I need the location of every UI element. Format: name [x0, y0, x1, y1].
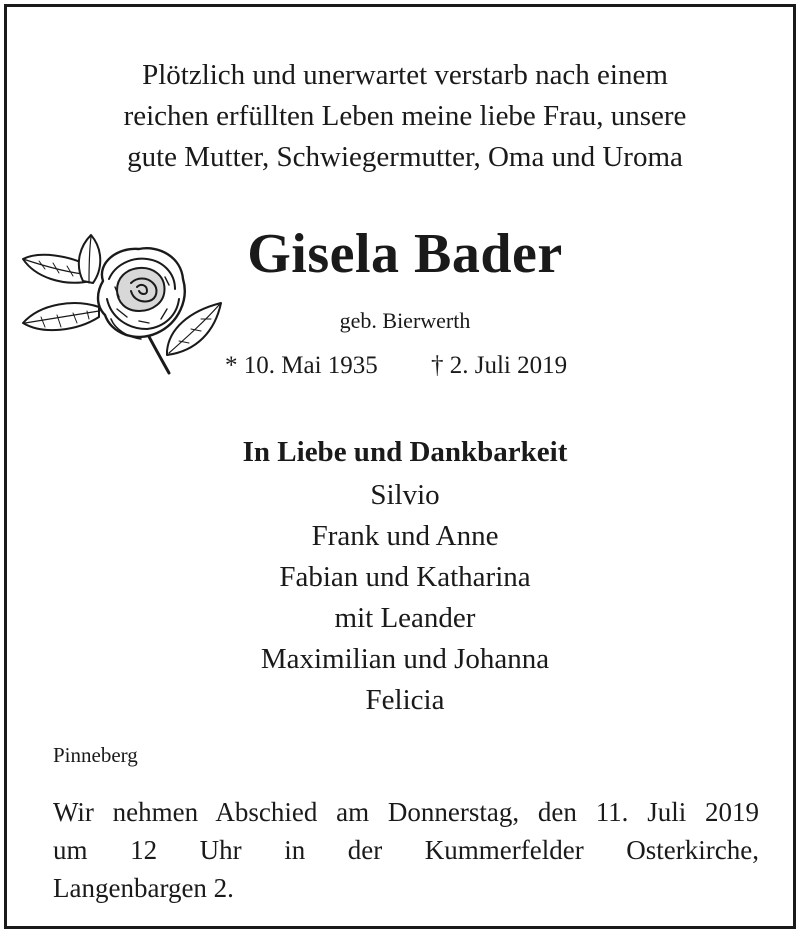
intro-line: gute Mutter, Schwiegermutter, Oma und Uroma [127, 141, 683, 173]
funeral-line: um 12 Uhr in der Kummerfelder Osterkirche, [53, 835, 759, 865]
funeral-line: Langenbargen 2. [53, 873, 234, 903]
intro-text [47, 55, 763, 178]
mourner-name: Maximilian und Johanna [260, 643, 550, 675]
funeral-line: Wir nehmen Abschied am Donnerstag, den 11. Juli 2019 [53, 797, 759, 827]
funeral-details [53, 793, 759, 907]
obituary-notice [4, 4, 796, 929]
place-name: Pinneberg [53, 743, 138, 767]
intro-line: reichen erfüllten Leben meine liebe Frau, unsere [123, 100, 687, 132]
mourner-name: Silvio [370, 479, 440, 511]
birth-date: * 10. Mai 1935 [225, 352, 378, 379]
mourner-name: Fabian und Katharina [279, 561, 531, 593]
maiden-name: geb. Bierwerth [339, 308, 471, 333]
mourner-name: Felicia [365, 684, 445, 716]
mourners-heading: In Liebe und Dankbarkeit [242, 436, 568, 468]
death-date: † 2. Juli 2019 [431, 352, 568, 379]
mourner-name: Frank und Anne [311, 520, 499, 552]
mourners-list [107, 475, 703, 721]
intro-line: Plötzlich und unerwartet verstarb nach einem [142, 59, 668, 91]
deceased-name: Gisela Bader [247, 223, 563, 285]
mourner-name: mit Leander [334, 602, 476, 634]
